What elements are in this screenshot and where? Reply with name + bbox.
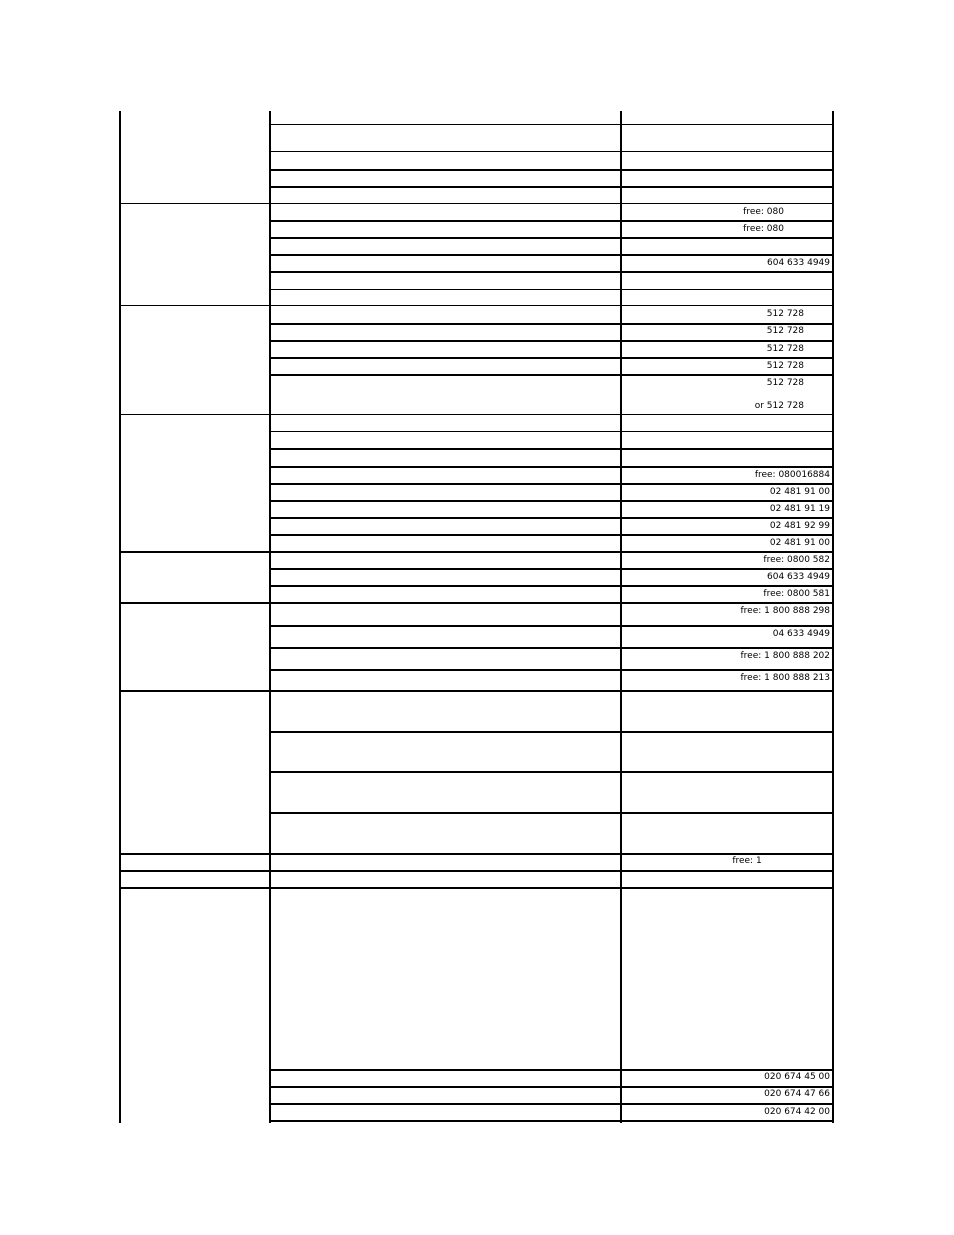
row-divider — [269, 517, 834, 519]
phone-number-cell: 604 633 4949 — [767, 572, 830, 582]
row-divider — [269, 254, 834, 256]
row-divider — [269, 771, 834, 773]
phone-number-cell: 020 674 45 00 — [764, 1072, 830, 1082]
row-divider — [269, 1103, 834, 1105]
phone-number-cell: or 512 728 — [754, 401, 804, 411]
row-divider — [269, 568, 834, 570]
phone-number-cell: free: 1 800 888 213 — [740, 673, 830, 683]
row-divider — [269, 271, 834, 273]
group-divider — [119, 602, 834, 604]
phone-number-cell: free: 0800 582 — [763, 555, 830, 565]
row-divider — [269, 585, 834, 587]
group-divider — [119, 414, 834, 415]
row-divider — [269, 448, 834, 450]
row-divider — [269, 323, 834, 325]
phone-number-cell: free: 0800 581 — [763, 589, 830, 599]
phone-number-cell: free: 1 800 888 298 — [740, 606, 830, 616]
phone-number-cell: 512 728 — [766, 361, 804, 371]
row-divider — [269, 669, 834, 671]
phone-number-cell: 04 633 4949 — [772, 629, 830, 639]
row-divider — [269, 340, 834, 342]
row-divider — [269, 237, 834, 239]
row-divider — [269, 483, 834, 485]
row-divider — [269, 1069, 834, 1071]
phone-number-cell: free: 080 — [743, 207, 784, 217]
row-divider — [269, 186, 834, 188]
row-divider — [269, 357, 834, 359]
row-divider — [269, 289, 834, 290]
row-divider — [269, 220, 834, 222]
table-right-border — [832, 111, 834, 1123]
phone-number-cell: free: 080016884 — [754, 470, 830, 480]
phone-number-cell: 512 728 — [766, 378, 804, 388]
row-divider — [269, 534, 834, 536]
phone-number-cell: 02 481 91 19 — [769, 504, 830, 514]
row-divider — [269, 124, 834, 125]
phone-number-cell: free: 1 800 888 202 — [740, 651, 830, 661]
row-divider — [269, 466, 834, 468]
row-divider — [269, 731, 834, 733]
phone-number-cell: 02 481 91 00 — [769, 487, 830, 497]
column-divider-1 — [269, 111, 271, 1123]
row-divider — [269, 1086, 834, 1088]
row-divider — [269, 169, 834, 171]
row-divider — [269, 647, 834, 649]
phone-number-cell: 512 728 — [766, 326, 804, 336]
phone-number-cell: 020 674 42 00 — [764, 1107, 830, 1117]
phone-number-cell: free: 080 — [743, 224, 784, 234]
phone-number-cell: 512 728 — [766, 309, 804, 319]
table-left-border — [119, 111, 121, 1123]
phone-number-cell: 512 728 — [766, 344, 804, 354]
row-divider — [269, 625, 834, 627]
row-divider — [269, 500, 834, 502]
phone-number-cell: 604 633 4949 — [767, 258, 830, 268]
group-divider — [119, 870, 834, 872]
group-divider — [119, 853, 834, 855]
group-divider — [119, 551, 834, 553]
row-divider — [269, 812, 834, 814]
phone-number-cell: 02 481 91 00 — [769, 538, 830, 548]
row-divider — [269, 1120, 834, 1122]
phone-number-cell: free: 1 — [732, 856, 762, 866]
group-divider — [119, 887, 834, 889]
row-divider — [269, 374, 834, 376]
phone-number-cell: 02 481 92 99 — [769, 521, 830, 531]
phone-number-cell: 020 674 47 66 — [764, 1089, 830, 1099]
row-divider — [269, 431, 834, 432]
group-divider — [119, 690, 834, 692]
group-divider — [119, 305, 834, 306]
group-divider — [119, 203, 834, 204]
row-divider — [269, 151, 834, 152]
